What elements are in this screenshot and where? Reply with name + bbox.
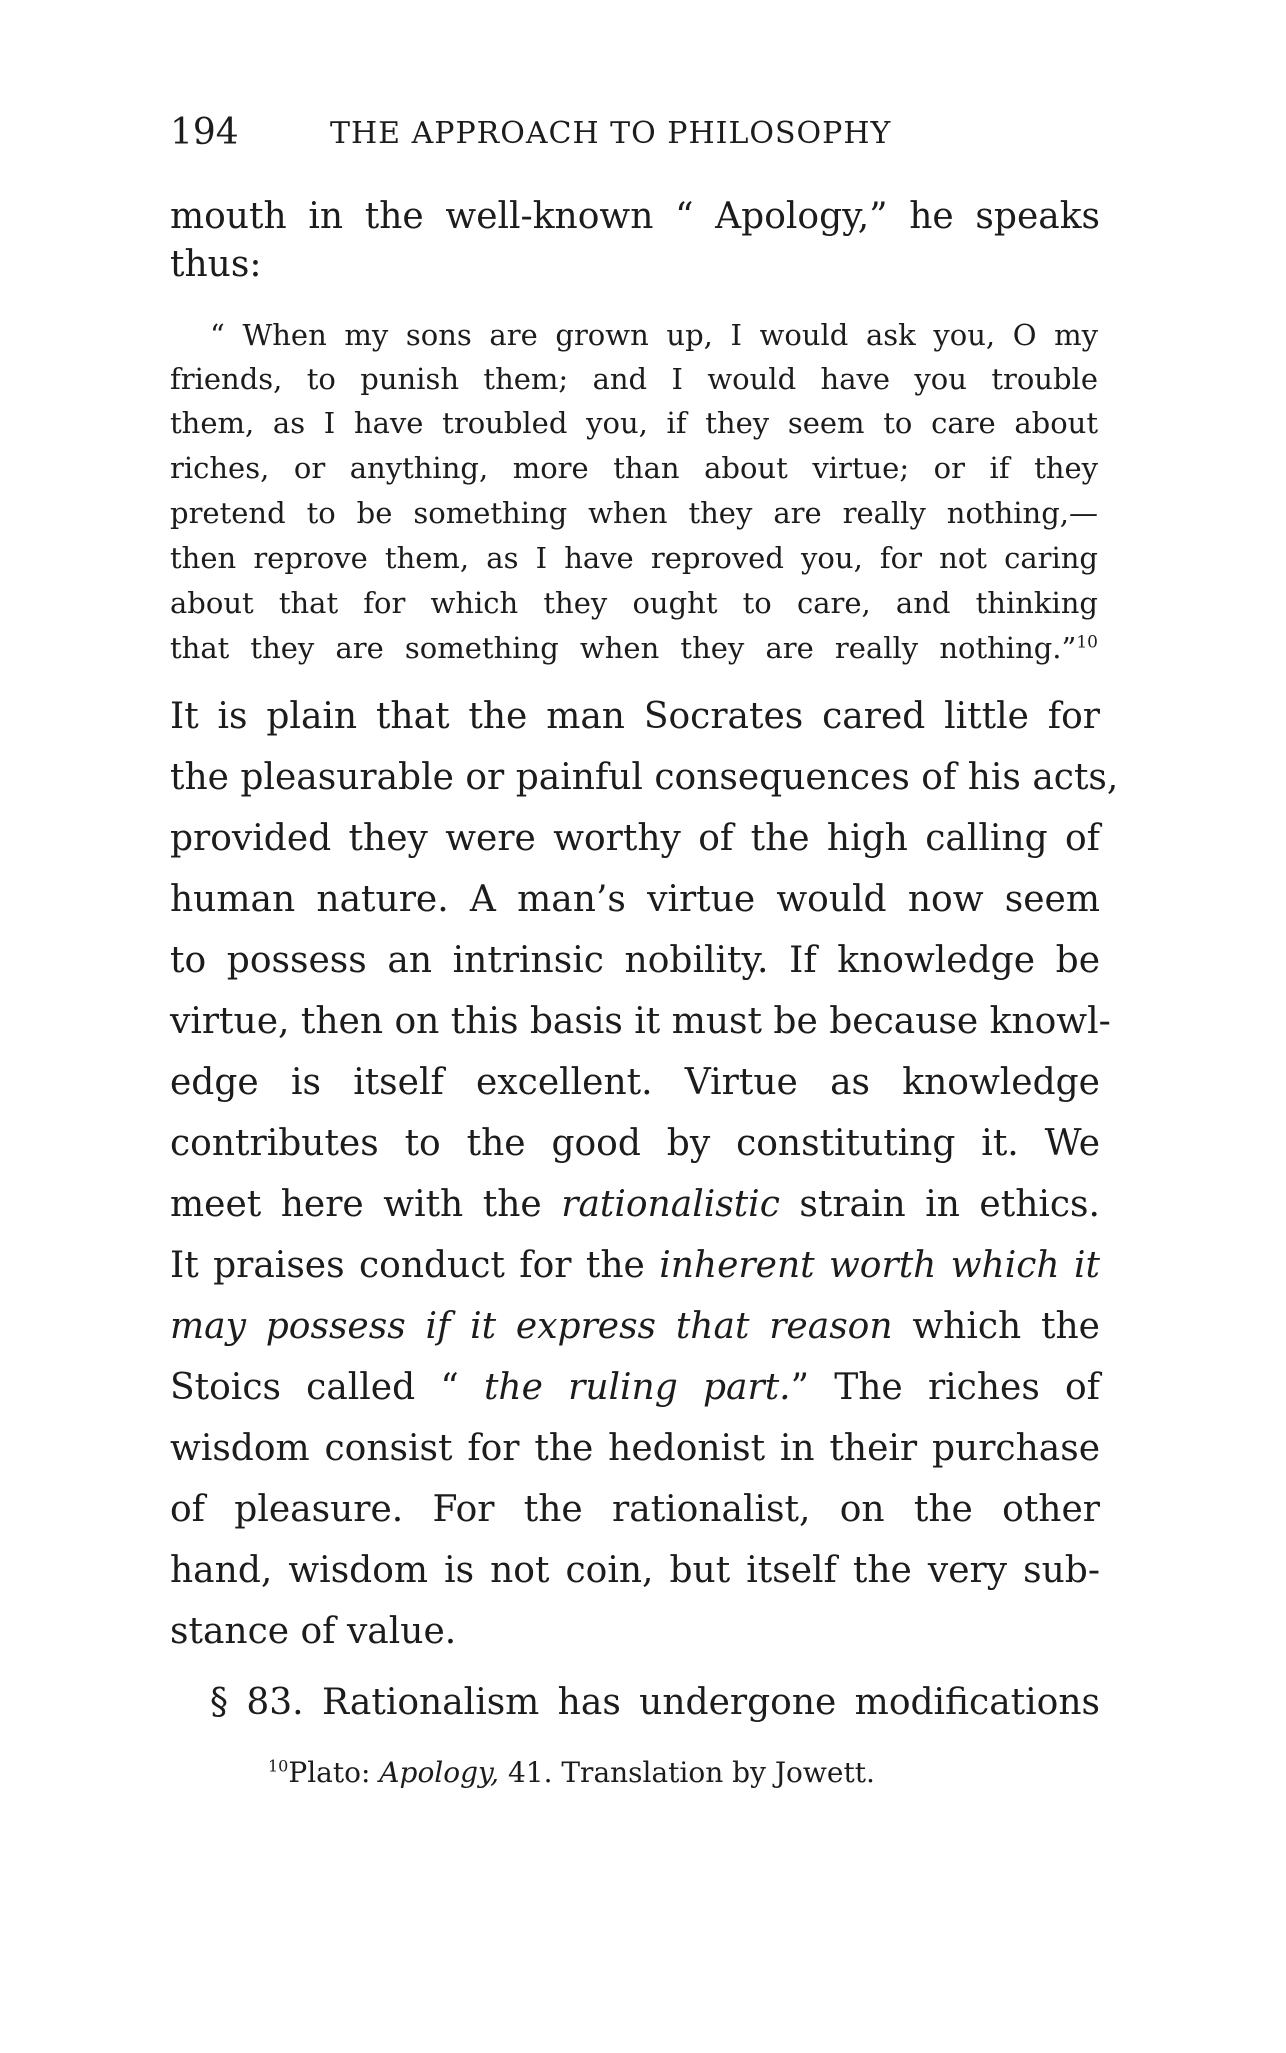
page-header <box>170 112 1000 162</box>
quote-line: riches, or anything, more than about virtue; or if they <box>170 451 1098 485</box>
page-number: 194 <box>170 112 239 153</box>
text-run: ” The riches of <box>790 1367 1100 1408</box>
intro-line: thus: <box>170 244 262 285</box>
intro-line: mouth in the well-known “ Apology,” he speaks <box>170 196 1100 237</box>
paragraph-line <box>170 1367 1100 1408</box>
paragraph-line: hand, wisdom is not coin, but itself the very sub- <box>170 1550 1100 1591</box>
paragraph-line: contributes to the good by constituting it. We <box>170 1123 1100 1164</box>
note-reference: 10 <box>1076 632 1098 653</box>
italic-run: the ruling part. <box>483 1367 791 1408</box>
text-run: strain in ethics. <box>779 1184 1100 1225</box>
paragraph-line: It is plain that the man Socrates cared little for <box>170 696 1100 737</box>
quote-text: that they are something when they are really nothing.” <box>170 631 1077 665</box>
text-run: Stoics called “ <box>170 1367 484 1408</box>
paragraph-line: human nature. A man’s virtue would now seem <box>170 879 1100 920</box>
quote-line: then reprove them, as I have reproved you, for not caring <box>170 541 1098 575</box>
paragraph-line: provided they were worthy of the high calling of <box>170 818 1100 859</box>
text-run: meet here with the <box>170 1184 562 1225</box>
paragraph-line: virtue, then on this basis it must be because knowl- <box>170 1001 1111 1042</box>
paragraph-line: wisdom consist for the hedonist in their purchase <box>170 1428 1100 1469</box>
quote-line: friends, to punish them; and I would have you trouble <box>170 362 1098 396</box>
text-run: 41. Translation by Jowett. <box>499 1756 875 1789</box>
text-run: which the <box>892 1306 1100 1347</box>
paragraph-line: the pleasurable or painful consequences of his acts, <box>170 757 1119 798</box>
italic-run: rationalistic <box>561 1184 780 1225</box>
footnote <box>268 1756 875 1789</box>
paragraph-line <box>170 1306 1100 1347</box>
text-run: It praises conduct for the <box>170 1245 660 1286</box>
text-run: Plato: <box>288 1756 380 1789</box>
quote-line: them, as I have troubled you, if they seem to care about <box>170 406 1098 440</box>
paragraph-line <box>170 1245 1100 1286</box>
paragraph-line: stance of value. <box>170 1611 457 1652</box>
paragraph-line: of pleasure. For the rationalist, on the other <box>170 1489 1100 1530</box>
running-title: THE APPROACH TO PHILOSOPHY <box>330 116 892 151</box>
paragraph-line <box>170 1184 1100 1225</box>
paragraph-line: to possess an intrinsic nobility. If knowledge be <box>170 940 1100 981</box>
paragraph-line: edge is itself excellent. Virtue as knowledge <box>170 1062 1100 1103</box>
quote-line: about that for which they ought to care, and thinking <box>170 586 1098 620</box>
italic-run: inherent worth which it <box>659 1245 1100 1286</box>
quote-line: “ When my sons are grown up, I would ask you, O my <box>210 318 1098 352</box>
quote-line-last <box>170 631 1098 665</box>
section-heading: § 83. Rationalism has undergone modifications <box>210 1682 1100 1723</box>
italic-run: Apology, <box>379 1756 500 1789</box>
italic-run: may possess if it express that reason <box>170 1306 893 1347</box>
footnote-marker: 10 <box>268 1756 289 1776</box>
quote-line: pretend to be something when they are really nothing,— <box>170 496 1098 530</box>
